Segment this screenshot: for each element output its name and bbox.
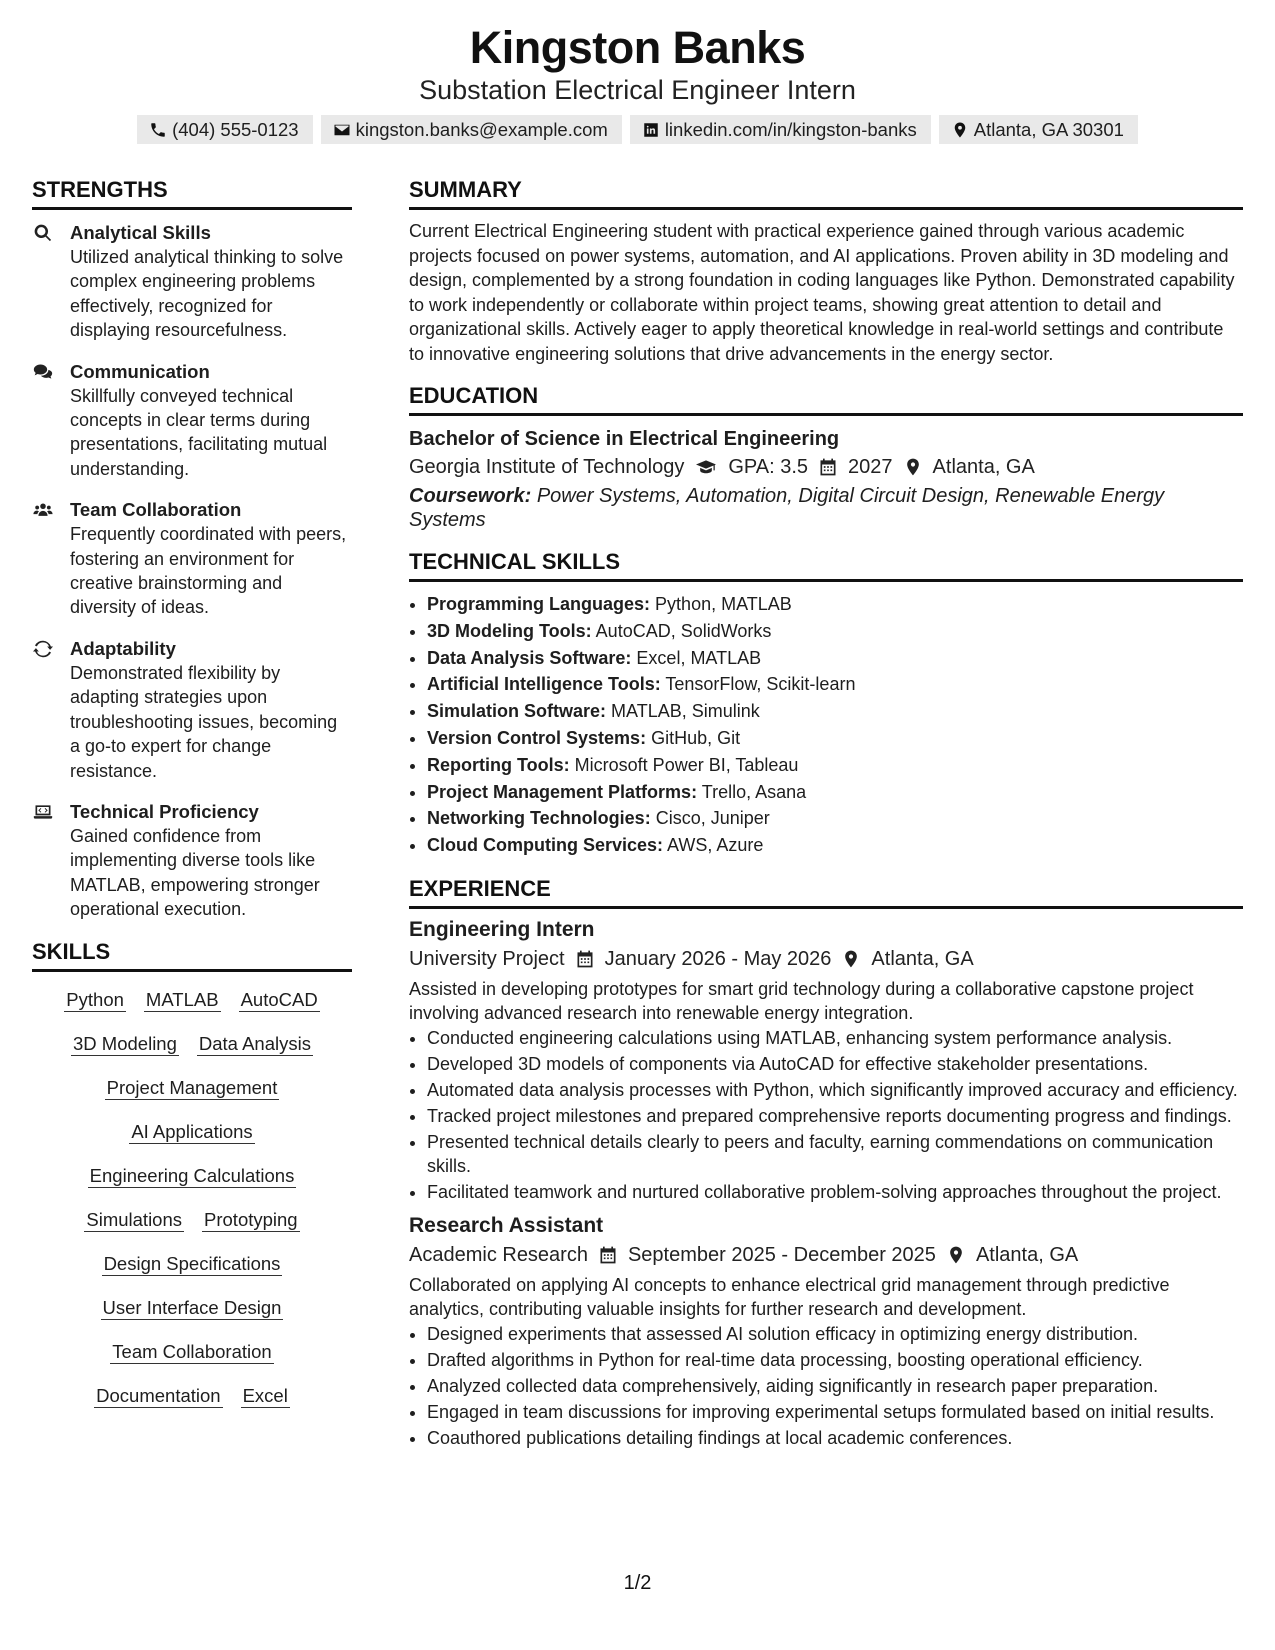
skill-chip: Simulations bbox=[86, 1208, 183, 1230]
calendar-icon bbox=[598, 1245, 618, 1265]
strength-title: Communication bbox=[70, 360, 210, 382]
job-org: Academic Research bbox=[409, 1243, 588, 1266]
job-description: Assisted in developing prototypes for smart grid technology during a collaborative capstone project involving advanced research into renewable energy integration. bbox=[409, 978, 1194, 1024]
experience-heading: EXPERIENCE bbox=[409, 877, 1243, 909]
skill-value: AWS, Azure bbox=[667, 835, 764, 856]
list-item bbox=[427, 752, 1243, 779]
list-item bbox=[427, 618, 1243, 645]
list-item: • Developed 3D models of components via AutoCAD for effective stakeholder presentations. bbox=[427, 1052, 1243, 1077]
gpa-text: GPA: 3.5 bbox=[728, 456, 809, 478]
job-dates: September 2025 - December 2025 bbox=[627, 1243, 936, 1266]
envelope-icon bbox=[333, 121, 351, 139]
linkedin-text: linkedin.com/in/kingston-banks bbox=[664, 119, 917, 140]
skill-chip: Prototyping bbox=[204, 1208, 298, 1230]
list-item bbox=[427, 725, 1243, 752]
list-item: • Designed experiments that assessed AI solution efficacy in optimizing energy distribution. bbox=[427, 1322, 1243, 1347]
strength-desc: Skillfully conveyed technical concepts in clear terms during presentations, facilitating mutual understanding. bbox=[70, 385, 328, 479]
skill-chip: User Interface Design bbox=[102, 1296, 282, 1318]
contact-bar bbox=[0, 115, 1275, 144]
search-icon bbox=[32, 223, 54, 243]
skill-label: Programming Languages: bbox=[427, 594, 651, 614]
coursework-label: Coursework: bbox=[409, 485, 532, 507]
skill-chip: Python bbox=[66, 988, 124, 1010]
resume-header bbox=[0, 0, 1275, 144]
candidate-title: Substation Electrical Engineer Intern bbox=[419, 75, 856, 105]
list-item bbox=[427, 671, 1243, 698]
email-text: kingston.banks@example.com bbox=[355, 119, 608, 140]
skills-section bbox=[32, 940, 352, 1408]
strength-item bbox=[32, 498, 352, 620]
strength-desc: Utilized analytical thinking to solve complex engineering problems effectively, recognized for displaying resourcefulness. bbox=[70, 247, 344, 341]
strength-item bbox=[32, 360, 352, 482]
contact-linkedin[interactable] bbox=[630, 115, 931, 144]
location-text: Atlanta, GA 30301 bbox=[973, 119, 1124, 140]
skill-chip: Data Analysis bbox=[198, 1032, 311, 1054]
list-item bbox=[427, 779, 1243, 806]
skill-value: AutoCAD, SolidWorks bbox=[595, 620, 772, 641]
graduation-year: 2027 bbox=[848, 456, 893, 478]
list-item: • Analyzed collected data comprehensively, aiding significantly in research paper preparation. bbox=[427, 1374, 1243, 1399]
comments-icon bbox=[32, 362, 54, 382]
technical-skills-list bbox=[409, 591, 1243, 859]
map-marker-icon bbox=[903, 457, 923, 477]
job-title: Engineering Intern bbox=[409, 917, 595, 941]
coursework bbox=[409, 484, 1243, 532]
summary-heading: SUMMARY bbox=[409, 178, 1243, 210]
skill-chip: Team Collaboration bbox=[112, 1340, 272, 1362]
skill-label: Simulation Software: bbox=[427, 701, 607, 722]
skill-label: Project Management Platforms: bbox=[427, 781, 698, 802]
job-bullets bbox=[409, 1322, 1243, 1451]
job-location: Atlanta, GA bbox=[871, 947, 974, 970]
education-heading: EDUCATION bbox=[409, 384, 1243, 416]
skill-chip: 3D Modeling bbox=[73, 1032, 177, 1054]
list-item bbox=[427, 591, 1243, 618]
list-item: • Engaged in team discussions for improving experimental setups formulated based on initial results. bbox=[427, 1400, 1243, 1425]
strength-title: Team Collaboration bbox=[70, 499, 242, 521]
page-number: 1/2 bbox=[623, 1572, 652, 1594]
contact-location bbox=[939, 115, 1138, 144]
experience-section bbox=[409, 877, 1243, 1451]
school-name: Georgia Institute of Technology bbox=[409, 456, 685, 478]
skill-label: Reporting Tools: bbox=[427, 754, 570, 775]
skills-chip-list bbox=[32, 988, 352, 1408]
education-location: Atlanta, GA bbox=[932, 456, 1035, 478]
skills-heading: SKILLS bbox=[32, 940, 352, 972]
map-marker-icon bbox=[951, 121, 969, 139]
calendar-icon bbox=[575, 949, 595, 969]
skill-chip: AutoCAD bbox=[240, 988, 318, 1010]
list-item bbox=[427, 805, 1243, 832]
right-column bbox=[409, 178, 1243, 1452]
skill-label: Networking Technologies: bbox=[427, 808, 651, 829]
job-location: Atlanta, GA bbox=[975, 1243, 1079, 1266]
list-item bbox=[427, 645, 1243, 672]
strength-item bbox=[32, 800, 352, 922]
list-item: • Coauthored publications detailing findings at local academic conferences. bbox=[427, 1426, 1243, 1451]
list-item: • Tracked project milestones and prepared comprehensive reports documenting progress and findings. bbox=[427, 1104, 1243, 1129]
education-meta bbox=[409, 452, 1243, 482]
skill-chip: MATLAB bbox=[145, 988, 219, 1010]
list-item: • Drafted algorithms in Python for real-time data processing, boosting operational efficiency. bbox=[427, 1348, 1243, 1373]
strength-desc: Frequently coordinated with peers, fostering an environment for creative brainstorming and diversity of ideas. bbox=[70, 524, 347, 618]
list-item: • Facilitated teamwork and nurtured collaborative problem-solving approaches throughout the project. bbox=[427, 1180, 1243, 1205]
skill-value: MATLAB, Simulink bbox=[611, 701, 760, 722]
phone-text: (404) 555-0123 bbox=[172, 119, 299, 140]
graduation-cap-icon bbox=[694, 457, 718, 477]
candidate-name: Kingston Banks bbox=[469, 22, 806, 73]
skill-chip: Excel bbox=[242, 1384, 288, 1406]
skill-value: Microsoft Power BI, Tableau bbox=[574, 754, 799, 775]
strengths-heading: STRENGTHS bbox=[32, 178, 352, 210]
skill-label: 3D Modeling Tools: bbox=[427, 620, 592, 641]
map-marker-icon bbox=[841, 949, 861, 969]
list-item: • Automated data analysis processes with Python, which significantly improved accuracy and efficiency. bbox=[427, 1078, 1243, 1103]
calendar-icon bbox=[818, 457, 838, 477]
contact-email[interactable] bbox=[321, 115, 622, 144]
job-meta bbox=[409, 944, 1243, 974]
skill-label: Cloud Computing Services: bbox=[427, 835, 664, 856]
summary-section bbox=[409, 178, 1243, 366]
degree-title: Bachelor of Science in Electrical Engineering bbox=[409, 428, 840, 450]
summary-text: Current Electrical Engineering student with practical experience gained through various academic projects focused on power systems, automation, and AI applications. Proven ability in 3D modeling and design, complemented by a strong foundation in coding languages like Python. Demonstrated capability to work independently or collaborate within project teams, showing great attention to detail and organizational skills. Actively eager to apply theoretical knowledge in real-world settings and contribute to innovative engineering solutions that drive advancements in the energy sector. bbox=[409, 221, 1235, 364]
strength-desc: Gained confidence from implementing diverse tools like MATLAB, empowering stronger operational execution. bbox=[70, 825, 320, 920]
contact-phone[interactable] bbox=[137, 115, 313, 144]
strength-desc: Demonstrated flexibility by adapting strategies upon troubleshooting issues, becoming a go-to expert for change resistance. bbox=[70, 662, 338, 781]
skill-value: TensorFlow, Scikit-learn bbox=[665, 674, 856, 695]
skill-chip: Engineering Calculations bbox=[89, 1164, 295, 1186]
skill-value: Excel, MATLAB bbox=[636, 647, 762, 668]
strengths-list bbox=[32, 221, 352, 922]
laptop-code-icon bbox=[32, 802, 54, 822]
strength-item bbox=[32, 637, 352, 783]
list-item: • Presented technical details clearly to peers and faculty, earning commendations on communication skills. bbox=[427, 1130, 1243, 1179]
job-title: Research Assistant bbox=[409, 1213, 604, 1237]
technical-skills-heading: TECHNICAL SKILLS bbox=[409, 550, 1243, 582]
skill-value: Cisco, Juniper bbox=[655, 808, 770, 829]
users-icon bbox=[32, 500, 54, 520]
skill-value: Python, MATLAB bbox=[655, 594, 792, 614]
job-dates: January 2026 - May 2026 bbox=[604, 947, 832, 970]
strength-title: Analytical Skills bbox=[70, 222, 211, 243]
skill-chip: Project Management bbox=[106, 1076, 278, 1098]
job-entry bbox=[409, 916, 1243, 1205]
skill-label: Version Control Systems: bbox=[427, 727, 647, 748]
phone-icon bbox=[149, 121, 167, 139]
technical-skills-section bbox=[409, 550, 1243, 859]
list-item bbox=[427, 832, 1243, 859]
map-marker-icon bbox=[946, 1245, 966, 1265]
sync-icon bbox=[32, 639, 54, 659]
skill-chip: Documentation bbox=[96, 1384, 221, 1406]
job-bullets bbox=[409, 1026, 1243, 1205]
education-section bbox=[409, 384, 1243, 532]
job-org: University Project bbox=[409, 947, 565, 970]
job-description: Collaborated on applying AI concepts to enhance electrical grid management through predictive analytics, contributing valuable insights for further research and development. bbox=[409, 1274, 1170, 1320]
strength-title: Technical Proficiency bbox=[70, 800, 259, 822]
list-item: • Conducted engineering calculations using MATLAB, enhancing system performance analysis. bbox=[427, 1026, 1243, 1051]
job-entry bbox=[409, 1212, 1243, 1451]
skill-value: GitHub, Git bbox=[651, 727, 741, 748]
skill-label: Data Analysis Software: bbox=[427, 647, 632, 668]
coursework-text: Power Systems, Automation, Digital Circuit Design, Renewable Energy Systems bbox=[409, 485, 1165, 531]
list-item bbox=[427, 698, 1243, 725]
skill-chip: Design Specifications bbox=[103, 1252, 281, 1274]
linkedin-icon bbox=[642, 121, 660, 139]
skill-label: Artificial Intelligence Tools: bbox=[427, 674, 661, 695]
strength-item bbox=[32, 221, 352, 343]
skill-chip: AI Applications bbox=[131, 1120, 253, 1142]
job-meta bbox=[409, 1240, 1243, 1270]
left-column bbox=[32, 178, 352, 1408]
strength-title: Adaptability bbox=[70, 637, 176, 659]
skill-value: Trello, Asana bbox=[701, 781, 807, 802]
